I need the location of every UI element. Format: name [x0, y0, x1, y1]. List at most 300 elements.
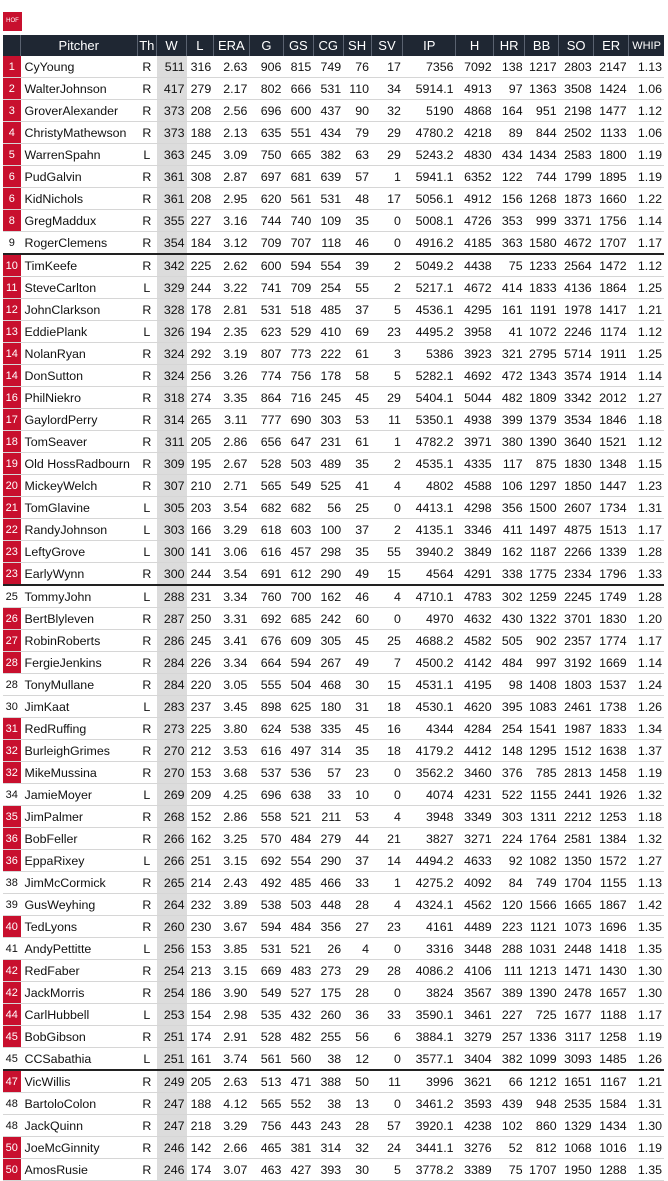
cell-era: 2.98 — [213, 1004, 249, 1026]
cell-home-runs: 41 — [494, 321, 525, 343]
cell-earned-runs: 1434 — [594, 1115, 629, 1137]
cell-saves: 5 — [371, 1159, 403, 1181]
cell-throws: L — [137, 1004, 157, 1026]
table-row — [3, 122, 664, 144]
cell-games: 535 — [249, 1004, 283, 1026]
cell-whip: 1.30 — [629, 960, 664, 982]
cell-rank: 10 — [3, 254, 21, 277]
cell-games: 555 — [249, 674, 283, 696]
cell-earned-runs: 1833 — [594, 718, 629, 740]
cell-rank: 45 — [3, 1026, 21, 1048]
cell-wins: 309 — [157, 453, 187, 475]
cell-home-runs: 84 — [494, 872, 525, 894]
cell-whip: 1.23 — [629, 475, 664, 497]
cell-whip: 1.12 — [629, 254, 664, 277]
table-row — [3, 497, 664, 519]
cell-home-runs: 439 — [494, 1093, 525, 1115]
cell-hits: 4938 — [456, 409, 494, 431]
table-row — [3, 1048, 664, 1071]
cell-innings-pitched: 3590.1 — [403, 1004, 456, 1026]
cell-hits: 3971 — [456, 431, 494, 453]
cell-innings-pitched: 3824 — [403, 982, 456, 1004]
cell-walks: 1434 — [525, 144, 559, 166]
cell-wins: 270 — [157, 740, 187, 762]
cell-era: 3.41 — [213, 630, 249, 652]
cell-innings-pitched: 4535.1 — [403, 453, 456, 475]
cell-whip: 1.12 — [629, 321, 664, 343]
cell-games: 756 — [249, 1115, 283, 1137]
cell-rank: 28 — [3, 674, 21, 696]
cell-shutouts: 79 — [343, 122, 371, 144]
cell-hits: 4912 — [456, 188, 494, 210]
cell-losses: 141 — [187, 541, 214, 563]
cell-losses: 245 — [187, 144, 214, 166]
cell-strikeouts: 1850 — [559, 475, 594, 497]
cell-shutouts: 58 — [343, 365, 371, 387]
cell-throws: R — [137, 740, 157, 762]
cell-rank: 19 — [3, 453, 21, 475]
col-header-home-runs: HR — [494, 35, 525, 56]
cell-whip: 1.17 — [629, 630, 664, 652]
cell-walks: 1259 — [525, 585, 559, 608]
cell-pitcher: EddiePlank — [21, 321, 138, 343]
cell-hits: 3849 — [456, 541, 494, 563]
cell-games: 538 — [249, 894, 283, 916]
cell-games-started: 665 — [283, 144, 313, 166]
cell-games-started: 625 — [283, 696, 313, 718]
cell-wins: 314 — [157, 409, 187, 431]
cell-saves: 57 — [371, 1115, 403, 1137]
cell-losses: 161 — [187, 1048, 214, 1071]
cell-whip: 1.18 — [629, 409, 664, 431]
cell-saves: 0 — [371, 784, 403, 806]
col-header-throws: Th — [137, 35, 157, 56]
cell-throws: R — [137, 806, 157, 828]
cell-era: 2.95 — [213, 188, 249, 210]
table-row — [3, 254, 664, 277]
cell-throws: R — [137, 718, 157, 740]
table-row — [3, 166, 664, 188]
cell-games: 616 — [249, 740, 283, 762]
cell-strikeouts: 3342 — [559, 387, 594, 409]
cell-innings-pitched: 4564 — [403, 563, 456, 586]
cell-throws: R — [137, 409, 157, 431]
cell-earned-runs: 1288 — [594, 1159, 629, 1181]
cell-pitcher: GregMaddux — [21, 210, 138, 232]
cell-losses: 178 — [187, 299, 214, 321]
cell-hits: 3621 — [456, 1070, 494, 1093]
cell-shutouts: 48 — [343, 188, 371, 210]
cell-home-runs: 505 — [494, 630, 525, 652]
cell-walks: 1072 — [525, 321, 559, 343]
cell-pitcher: BartoloColon — [21, 1093, 138, 1115]
cell-wins: 246 — [157, 1137, 187, 1159]
table-row — [3, 277, 664, 299]
cell-rank: 28 — [3, 652, 21, 674]
cell-strikeouts: 1873 — [559, 188, 594, 210]
cell-saves: 17 — [371, 188, 403, 210]
cell-rank: 41 — [3, 938, 21, 960]
cell-losses: 203 — [187, 497, 214, 519]
cell-pitcher: GroverAlexander — [21, 100, 138, 122]
cell-losses: 209 — [187, 784, 214, 806]
cell-games: 682 — [249, 497, 283, 519]
col-header-era: ERA — [213, 35, 249, 56]
cell-losses: 265 — [187, 409, 214, 431]
cell-games-started: 427 — [283, 1159, 313, 1181]
cell-games: 898 — [249, 696, 283, 718]
cell-pitcher: VicWillis — [21, 1070, 138, 1093]
cell-losses: 205 — [187, 431, 214, 453]
cell-earned-runs: 1638 — [594, 740, 629, 762]
table-row — [3, 343, 664, 365]
cell-whip: 1.12 — [629, 431, 664, 453]
cell-games: 561 — [249, 1048, 283, 1071]
cell-throws: R — [137, 872, 157, 894]
hof-badge: HOF — [3, 12, 22, 31]
cell-throws: R — [137, 188, 157, 210]
cell-hits: 4633 — [456, 850, 494, 872]
cell-innings-pitched: 4530.1 — [403, 696, 456, 718]
cell-strikeouts: 1950 — [559, 1159, 594, 1181]
cell-games: 774 — [249, 365, 283, 387]
cell-losses: 232 — [187, 894, 214, 916]
cell-home-runs: 257 — [494, 1026, 525, 1048]
cell-pitcher: GaylordPerry — [21, 409, 138, 431]
cell-walks: 948 — [525, 1093, 559, 1115]
table-row — [3, 740, 664, 762]
cell-losses: 205 — [187, 1070, 214, 1093]
cell-saves: 21 — [371, 828, 403, 850]
cell-throws: L — [137, 1048, 157, 1071]
cell-throws: R — [137, 674, 157, 696]
cell-saves: 11 — [371, 1070, 403, 1093]
cell-games-started: 700 — [283, 585, 313, 608]
cell-home-runs: 92 — [494, 850, 525, 872]
table-row — [3, 608, 664, 630]
cell-whip: 1.32 — [629, 828, 664, 850]
cell-innings-pitched: 4135.1 — [403, 519, 456, 541]
table-row — [3, 784, 664, 806]
cell-complete-games: 489 — [313, 453, 343, 475]
cell-complete-games: 255 — [313, 1026, 343, 1048]
cell-games-started: 685 — [283, 608, 313, 630]
cell-wins: 329 — [157, 277, 187, 299]
cell-whip: 1.37 — [629, 740, 664, 762]
cell-walks: 1311 — [525, 806, 559, 828]
cell-innings-pitched: 3920.1 — [403, 1115, 456, 1137]
cell-walks: 951 — [525, 100, 559, 122]
cell-walks: 1082 — [525, 850, 559, 872]
cell-wins: 311 — [157, 431, 187, 453]
cell-earned-runs: 1458 — [594, 762, 629, 784]
cell-era: 3.11 — [213, 409, 249, 431]
cell-rank: 11 — [3, 277, 21, 299]
cell-losses: 188 — [187, 122, 214, 144]
cell-walks: 1707 — [525, 1159, 559, 1181]
cell-earned-runs: 1657 — [594, 982, 629, 1004]
cell-shutouts: 12 — [343, 1048, 371, 1071]
cell-walks: 1268 — [525, 188, 559, 210]
cell-games: 676 — [249, 630, 283, 652]
cell-whip: 1.31 — [629, 497, 664, 519]
cell-games: 760 — [249, 585, 283, 608]
cell-saves: 0 — [371, 497, 403, 519]
cell-era: 2.67 — [213, 453, 249, 475]
cell-earned-runs: 1447 — [594, 475, 629, 497]
cell-saves: 0 — [371, 938, 403, 960]
cell-wins: 249 — [157, 1070, 187, 1093]
cell-rank: 1 — [3, 56, 21, 78]
cell-whip: 1.19 — [629, 166, 664, 188]
cell-pitcher: WarrenSpahn — [21, 144, 138, 166]
cell-home-runs: 162 — [494, 541, 525, 563]
cell-complete-games: 178 — [313, 365, 343, 387]
cell-games: 570 — [249, 828, 283, 850]
cell-losses: 153 — [187, 938, 214, 960]
cell-wins: 361 — [157, 188, 187, 210]
cell-saves: 18 — [371, 696, 403, 718]
cell-saves: 5 — [371, 299, 403, 321]
cell-walks: 1580 — [525, 232, 559, 255]
cell-throws: R — [137, 916, 157, 938]
cell-throws: L — [137, 541, 157, 563]
cell-saves: 0 — [371, 608, 403, 630]
cell-saves: 32 — [371, 100, 403, 122]
cell-hits: 3448 — [456, 938, 494, 960]
cell-saves: 2 — [371, 254, 403, 277]
cell-whip: 1.24 — [629, 674, 664, 696]
cell-pitcher: JackQuinn — [21, 1115, 138, 1137]
cell-earned-runs: 1867 — [594, 894, 629, 916]
cell-shutouts: 35 — [343, 453, 371, 475]
cell-era: 2.63 — [213, 56, 249, 78]
cell-era: 2.87 — [213, 166, 249, 188]
cell-innings-pitched: 4710.1 — [403, 585, 456, 608]
cell-walks: 1099 — [525, 1048, 559, 1071]
cell-shutouts: 45 — [343, 718, 371, 740]
cell-shutouts: 28 — [343, 982, 371, 1004]
cell-rank: 22 — [3, 519, 21, 541]
cell-hits: 4582 — [456, 630, 494, 652]
cell-throws: R — [137, 78, 157, 100]
cell-home-runs: 52 — [494, 1137, 525, 1159]
cell-pitcher: RedRuffing — [21, 718, 138, 740]
cell-rank: 42 — [3, 960, 21, 982]
cell-losses: 225 — [187, 718, 214, 740]
cell-rank: 31 — [3, 718, 21, 740]
cell-wins: 361 — [157, 166, 187, 188]
cell-losses: 174 — [187, 1159, 214, 1181]
cell-complete-games: 231 — [313, 431, 343, 453]
cell-complete-games: 437 — [313, 100, 343, 122]
cell-hits: 3346 — [456, 519, 494, 541]
cell-shutouts: 33 — [343, 872, 371, 894]
cell-losses: 208 — [187, 188, 214, 210]
cell-strikeouts: 2583 — [559, 144, 594, 166]
table-row — [3, 210, 664, 232]
cell-saves: 4 — [371, 585, 403, 608]
cell-whip: 1.22 — [629, 188, 664, 210]
col-header-saves: SV — [371, 35, 403, 56]
table-row — [3, 718, 664, 740]
cell-home-runs: 97 — [494, 78, 525, 100]
table-row — [3, 100, 664, 122]
cell-complete-games: 254 — [313, 277, 343, 299]
cell-home-runs: 66 — [494, 1070, 525, 1093]
cell-complete-games: 298 — [313, 541, 343, 563]
table-row — [3, 696, 664, 718]
cell-games-started: 503 — [283, 453, 313, 475]
cell-losses: 153 — [187, 762, 214, 784]
cell-saves: 55 — [371, 541, 403, 563]
cell-saves: 1 — [371, 431, 403, 453]
cell-pitcher: NolanRyan — [21, 343, 138, 365]
cell-throws: R — [137, 1093, 157, 1115]
cell-walks: 1408 — [525, 674, 559, 696]
cell-earned-runs: 1707 — [594, 232, 629, 255]
cell-games: 531 — [249, 938, 283, 960]
cell-earned-runs: 1188 — [594, 1004, 629, 1026]
cell-throws: R — [137, 431, 157, 453]
cell-wins: 283 — [157, 696, 187, 718]
cell-rank: 17 — [3, 409, 21, 431]
cell-pitcher: DonSutton — [21, 365, 138, 387]
cell-earned-runs: 1830 — [594, 608, 629, 630]
cell-saves: 15 — [371, 563, 403, 586]
cell-games: 565 — [249, 1093, 283, 1115]
cell-games: 624 — [249, 718, 283, 740]
cell-games-started: 518 — [283, 299, 313, 321]
cell-complete-games: 118 — [313, 232, 343, 255]
cell-games: 531 — [249, 299, 283, 321]
cell-losses: 212 — [187, 740, 214, 762]
cell-whip: 1.21 — [629, 1070, 664, 1093]
cell-strikeouts: 1978 — [559, 299, 594, 321]
cell-strikeouts: 4672 — [559, 232, 594, 255]
cell-home-runs: 321 — [494, 343, 525, 365]
cell-earned-runs: 1174 — [594, 321, 629, 343]
col-header-wins: W — [157, 35, 187, 56]
cell-earned-runs: 1749 — [594, 585, 629, 608]
cell-wins: 286 — [157, 630, 187, 652]
table-row — [3, 144, 664, 166]
cell-games: 691 — [249, 563, 283, 586]
cell-home-runs: 138 — [494, 56, 525, 78]
cell-throws: R — [137, 210, 157, 232]
cell-games-started: 536 — [283, 762, 313, 784]
cell-era: 2.17 — [213, 78, 249, 100]
cell-strikeouts: 5714 — [559, 343, 594, 365]
cell-era: 2.62 — [213, 254, 249, 277]
cell-pitcher: CarlHubbell — [21, 1004, 138, 1026]
cell-earned-runs: 1537 — [594, 674, 629, 696]
cell-losses: 214 — [187, 872, 214, 894]
cell-earned-runs: 1339 — [594, 541, 629, 563]
table-row — [3, 894, 664, 916]
cell-rank: 50 — [3, 1159, 21, 1181]
cell-home-runs: 75 — [494, 1159, 525, 1181]
cell-throws: R — [137, 100, 157, 122]
cell-strikeouts: 4875 — [559, 519, 594, 541]
cell-strikeouts: 1799 — [559, 166, 594, 188]
cell-losses: 210 — [187, 475, 214, 497]
cell-home-runs: 482 — [494, 387, 525, 409]
cell-pitcher: JimPalmer — [21, 806, 138, 828]
cell-complete-games: 109 — [313, 210, 343, 232]
cell-wins: 318 — [157, 387, 187, 409]
cell-strikeouts: 1830 — [559, 453, 594, 475]
table-row — [3, 563, 664, 586]
cell-hits: 7092 — [456, 56, 494, 78]
cell-home-runs: 156 — [494, 188, 525, 210]
cell-throws: R — [137, 299, 157, 321]
cell-complete-games: 639 — [313, 166, 343, 188]
cell-shutouts: 63 — [343, 144, 371, 166]
cell-earned-runs: 1756 — [594, 210, 629, 232]
cell-shutouts: 37 — [343, 299, 371, 321]
cell-games: 709 — [249, 232, 283, 255]
cell-home-runs: 102 — [494, 1115, 525, 1137]
cell-saves: 2 — [371, 519, 403, 541]
cell-earned-runs: 1660 — [594, 188, 629, 210]
cell-pitcher: TimKeefe — [21, 254, 138, 277]
cell-innings-pitched: 5914.1 — [403, 78, 456, 100]
cell-wins: 300 — [157, 563, 187, 586]
cell-pitcher: EppaRixey — [21, 850, 138, 872]
cell-complete-games: 242 — [313, 608, 343, 630]
cell-games: 537 — [249, 762, 283, 784]
cell-throws: R — [137, 1026, 157, 1048]
cell-pitcher: CyYoung — [21, 56, 138, 78]
cell-games-started: 504 — [283, 674, 313, 696]
cell-shutouts: 53 — [343, 409, 371, 431]
cell-wins: 266 — [157, 828, 187, 850]
cell-walks: 725 — [525, 1004, 559, 1026]
cell-shutouts: 50 — [343, 1070, 371, 1093]
cell-games-started: 552 — [283, 1093, 313, 1115]
table-row — [3, 232, 664, 255]
cell-strikeouts: 1068 — [559, 1137, 594, 1159]
cell-rank: 48 — [3, 1115, 21, 1137]
cell-games: 549 — [249, 982, 283, 1004]
cell-shutouts: 31 — [343, 696, 371, 718]
cell-saves: 16 — [371, 718, 403, 740]
cell-rank: 45 — [3, 1048, 21, 1071]
cell-earned-runs: 1572 — [594, 850, 629, 872]
cell-complete-games: 303 — [313, 409, 343, 431]
cell-era: 2.66 — [213, 1137, 249, 1159]
cell-walks: 744 — [525, 166, 559, 188]
cell-whip: 1.30 — [629, 982, 664, 1004]
cell-strikeouts: 2502 — [559, 122, 594, 144]
cell-walks: 1541 — [525, 718, 559, 740]
cell-home-runs: 414 — [494, 277, 525, 299]
cell-saves: 2 — [371, 277, 403, 299]
cell-games: 664 — [249, 652, 283, 674]
cell-losses: 142 — [187, 1137, 214, 1159]
cell-whip: 1.20 — [629, 608, 664, 630]
cell-whip: 1.27 — [629, 387, 664, 409]
cell-losses: 194 — [187, 321, 214, 343]
cell-innings-pitched: 4275.2 — [403, 872, 456, 894]
cell-complete-games: 554 — [313, 254, 343, 277]
cell-pitcher: Old HossRadbourn — [21, 453, 138, 475]
cell-era: 3.09 — [213, 144, 249, 166]
cell-era: 3.26 — [213, 365, 249, 387]
cell-strikeouts: 1329 — [559, 1115, 594, 1137]
cell-rank: 5 — [3, 144, 21, 166]
